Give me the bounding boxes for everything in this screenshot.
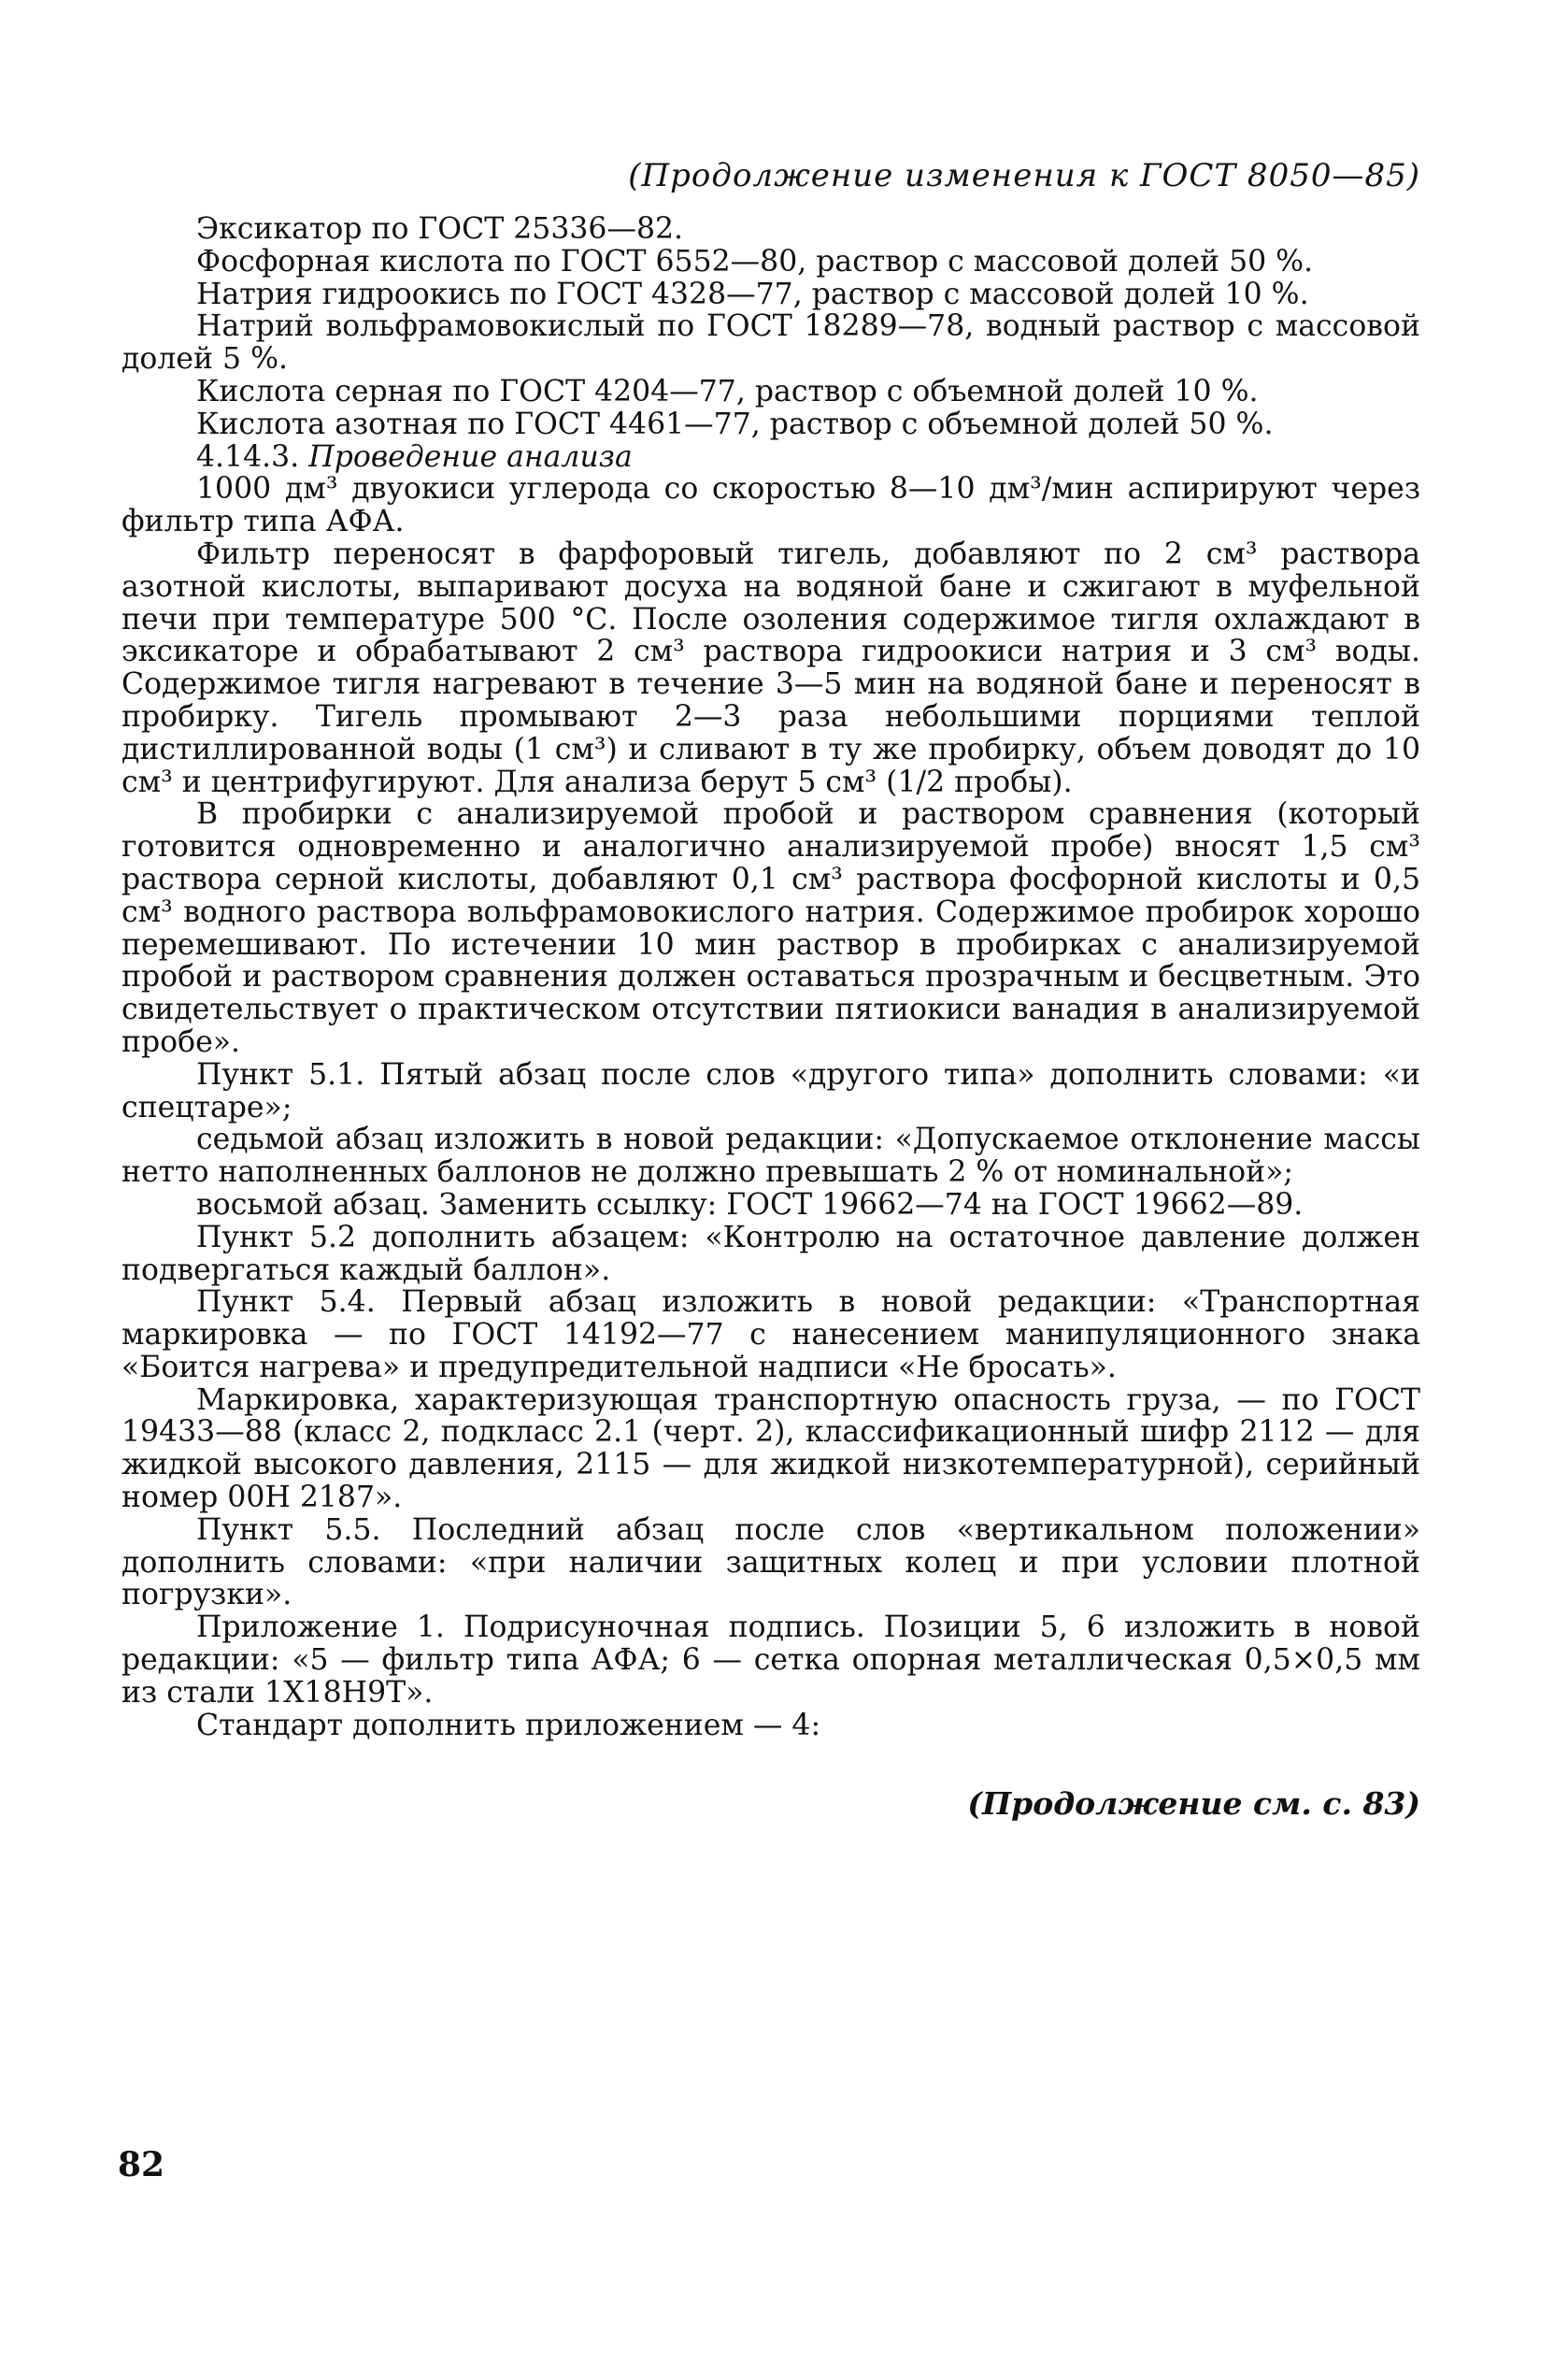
paragraph-item-5-5: Пункт 5.5. Последний абзац после слов «вертикальном положении» дополнить словами: «при наличии защитных колец и при условии плотной погрузки». bbox=[121, 1512, 1420, 1612]
paragraph-marking: Маркировка, характеризующая транспортную опасность груза, — по ГОСТ 19433—88 (класс 2, подкласс 2.1 (черт. 2), классификационный шифр 2112 — для жидкой высокого давления, 2115 — для жидкой низкотемпературной), серийный номер 00Н 2187». bbox=[121, 1382, 1420, 1515]
paragraph-phosphoric-acid: Фосфорная кислота по ГОСТ 6552—80, раствор с массовой долей 50 %. bbox=[196, 244, 1314, 279]
paragraph-desiccator: Эксикатор по ГОСТ 25336—82. bbox=[196, 212, 684, 246]
paragraph-appendix-1: Приложение 1. Подрисуночная подпись. Позиции 5, 6 изложить в новой редакции: «5 — фильтр типа АФА; 6 — сетка опорная металлическая 0,5×0,5 мм из стали 1Х18Н9Т». bbox=[121, 1610, 1420, 1710]
page-header: (Продолжение изменения к ГОСТ 8050—85) bbox=[628, 157, 1420, 194]
paragraph-item-5-4: Пункт 5.4. Первый абзац изложить в новой редакции: «Транспортная маркировка — по ГОСТ 14192—77 с нанесением манипуляционного знака «Боится нагрева» и предупредительной надписи «Не бросать». bbox=[121, 1285, 1420, 1384]
continuation-note: (Продолжение см. с. 83) bbox=[967, 1785, 1420, 1822]
paragraph-aspiration: 1000 дм³ двуокиси углерода со скоростью 8—10 дм³/мин аспирируют через фильтр типа АФА. bbox=[121, 472, 1420, 539]
paragraph-nitric-acid: Кислота азотная по ГОСТ 4461—77, раствор с объемной долей 50 %. bbox=[196, 407, 1274, 441]
document-body bbox=[121, 213, 1420, 1741]
section-number: 4.14.3. bbox=[196, 439, 300, 474]
paragraph-sulfuric-acid: Кислота серная по ГОСТ 4204—77, раствор с объемной долей 10 %. bbox=[196, 374, 1259, 408]
page-number: 82 bbox=[118, 2145, 165, 2184]
section-heading bbox=[121, 441, 1420, 474]
paragraph-sodium-hydroxide: Натрия гидроокись по ГОСТ 4328—77, раствор с массовой долей 10 %. bbox=[196, 277, 1309, 311]
paragraph-sodium-tungstate: Натрий вольфрамовокислый по ГОСТ 18289—78, водный раствор с массовой долей 5 %. bbox=[121, 309, 1420, 377]
paragraph-test-tubes: В пробирки с анализируемой пробой и раствором сравнения (который готовится одновременно и аналогично анализируемой пробе) вносят 1,5 см³ раствора серной кислоты, добавляют 0,1 см³ раствора фосфорной кислоты и 0,5 см³ водного раствора вольфрамовокислого натрия. Содержимое пробирок хорошо перемешивают. По истечении 10 мин раствор в пробирках с анализируемой пробой и раствором сравнения должен оставаться прозрачным и бесцветным. Это свидетельствует о практическом отсутствии пятиокиси ванадия в анализируемой пробе». bbox=[121, 797, 1420, 1059]
paragraph-filter-procedure: Фильтр переносят в фарфоровый тигель, добавляют по 2 см³ раствора азотной кислоты, выпаривают досуха на водяной бане и сжигают в муфельной печи при температуре 500 °С. После озоления содержимое тигля охлаждают в эксикаторе и обрабатывают 2 см³ раствора гидроокиси натрия и 3 см³ воды. Содержимое тигля нагревают в течение 3—5 мин на водяной бане и переносят в пробирку. Тигель промывают 2—3 раза небольшими порциями теплой дистиллированной воды (1 см³) и сливают в ту же пробирку, объем доводят до 10 см³ и центрифугируют. Для анализа берут 5 см³ (1/2 пробы). bbox=[121, 537, 1420, 799]
paragraph-item-5-1: Пункт 5.1. Пятый абзац после слов «другого типа» дополнить словами: «и спецтаре»; bbox=[121, 1057, 1420, 1124]
paragraph-eighth-abzac: восьмой абзац. Заменить ссылку: ГОСТ 19662—74 на ГОСТ 19662—89. bbox=[196, 1187, 1304, 1222]
paragraph-item-5-2: Пункт 5.2 дополнить абзацем: «Контролю на остаточное давление должен подвергаться каждый баллон». bbox=[121, 1220, 1420, 1287]
paragraph-appendix-4: Стандарт дополнить приложением — 4: bbox=[196, 1708, 821, 1742]
section-title: Проведение анализа bbox=[308, 439, 633, 474]
paragraph-seventh-abzac: седьмой абзац изложить в новой редакции: «Допускаемое отклонение массы нетто наполненных баллонов не должно превышать 2 % от номинальной»; bbox=[121, 1123, 1420, 1190]
